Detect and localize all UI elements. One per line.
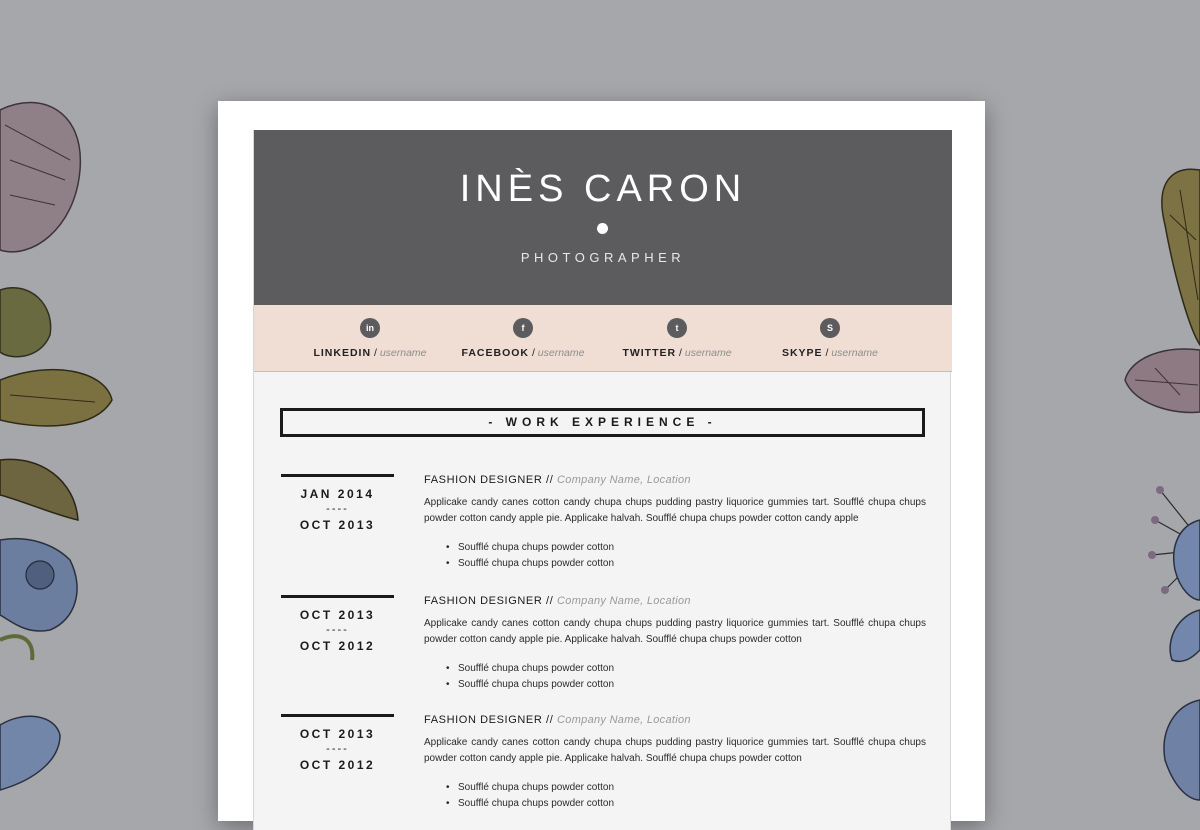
bullet-item: • Soufflé chupa chups powder cotton	[446, 796, 926, 812]
social-bar	[254, 305, 952, 372]
linkedin-icon: in	[360, 318, 380, 338]
section-title-work-experience: - WORK EXPERIENCE -	[280, 408, 925, 437]
social-label: FACEBOOK / username	[461, 347, 585, 359]
experience-entry	[254, 714, 952, 824]
job-bullets	[424, 540, 926, 571]
date-start: OCT 2013	[299, 727, 376, 741]
job-description: Applicake candy canes cotton candy chupa chups pudding pastry liquorice gummies tart. Soufflé chupa chups powder cotton candy apple pie. Applicake halvah. Soufflé chupa chups powder cotton	[424, 737, 926, 764]
experience-content	[424, 474, 926, 571]
bullet-item: • Soufflé chupa chups powder cotton	[446, 677, 926, 693]
job-bullets	[424, 780, 926, 811]
date-end: OCT 2013	[299, 518, 376, 532]
social-item-facebook[interactable]	[438, 318, 608, 359]
botanical-illustration-left	[0, 0, 130, 800]
company-name: Company Name, Location	[557, 474, 691, 486]
job-title: FASHION DESIGNER // Company Name, Location	[424, 474, 691, 486]
date-range	[281, 474, 394, 532]
bullet-item: • Soufflé chupa chups powder cotton	[446, 556, 926, 572]
experience-entry	[254, 595, 952, 705]
date-start: JAN 2014	[300, 487, 375, 501]
facebook-icon: f	[513, 318, 533, 338]
date-range	[281, 595, 394, 653]
resume-header	[254, 130, 952, 305]
bullet-item: • Soufflé chupa chups powder cotton	[446, 661, 926, 677]
social-label: SKYPE / username	[781, 347, 879, 359]
date-dash: ----	[326, 624, 349, 636]
resume-role: PHOTOGRAPHER	[520, 250, 686, 265]
experience-entry	[254, 474, 952, 584]
social-item-linkedin[interactable]	[285, 318, 455, 359]
date-end: OCT 2012	[299, 639, 376, 653]
resume-paper	[218, 101, 985, 821]
job-description: Applicake candy canes cotton candy chupa chups pudding pastry liquorice gummies tart. Soufflé chupa chups powder cotton candy apple pie. Applicake halvah. Soufflé chupa chups powder cotton	[424, 618, 926, 645]
social-item-skype[interactable]	[745, 318, 915, 359]
resume-body	[253, 130, 951, 830]
company-name: Company Name, Location	[557, 714, 691, 726]
bullet-item: • Soufflé chupa chups powder cotton	[446, 780, 926, 796]
social-label: LINKEDIN / username	[313, 347, 427, 359]
job-title: FASHION DESIGNER // Company Name, Location	[424, 714, 691, 726]
social-item-twitter[interactable]	[592, 318, 762, 359]
resume-name: INÈS CARON	[459, 168, 747, 210]
job-title: FASHION DESIGNER // Company Name, Location	[424, 595, 691, 607]
social-label: TWITTER / username	[622, 347, 732, 359]
date-range	[281, 714, 394, 772]
date-end: OCT 2012	[299, 758, 376, 772]
twitter-icon: t	[667, 318, 687, 338]
experience-content	[424, 595, 926, 692]
date-dash: ----	[326, 743, 349, 755]
botanical-illustration-right	[1060, 0, 1200, 800]
company-name: Company Name, Location	[557, 595, 691, 607]
experience-content	[424, 714, 926, 811]
job-bullets	[424, 661, 926, 692]
date-start: OCT 2013	[299, 608, 376, 622]
bullet-item: • Soufflé chupa chups powder cotton	[446, 540, 926, 556]
job-description: Applicake candy canes cotton candy chupa chups pudding pastry liquorice gummies tart. Soufflé chupa chups powder cotton candy apple pie. Applicake halvah. Soufflé chupa chups powder cotton candy apple	[424, 497, 926, 524]
skype-icon: S	[820, 318, 840, 338]
header-dot	[597, 223, 608, 234]
date-dash: ----	[326, 503, 349, 515]
